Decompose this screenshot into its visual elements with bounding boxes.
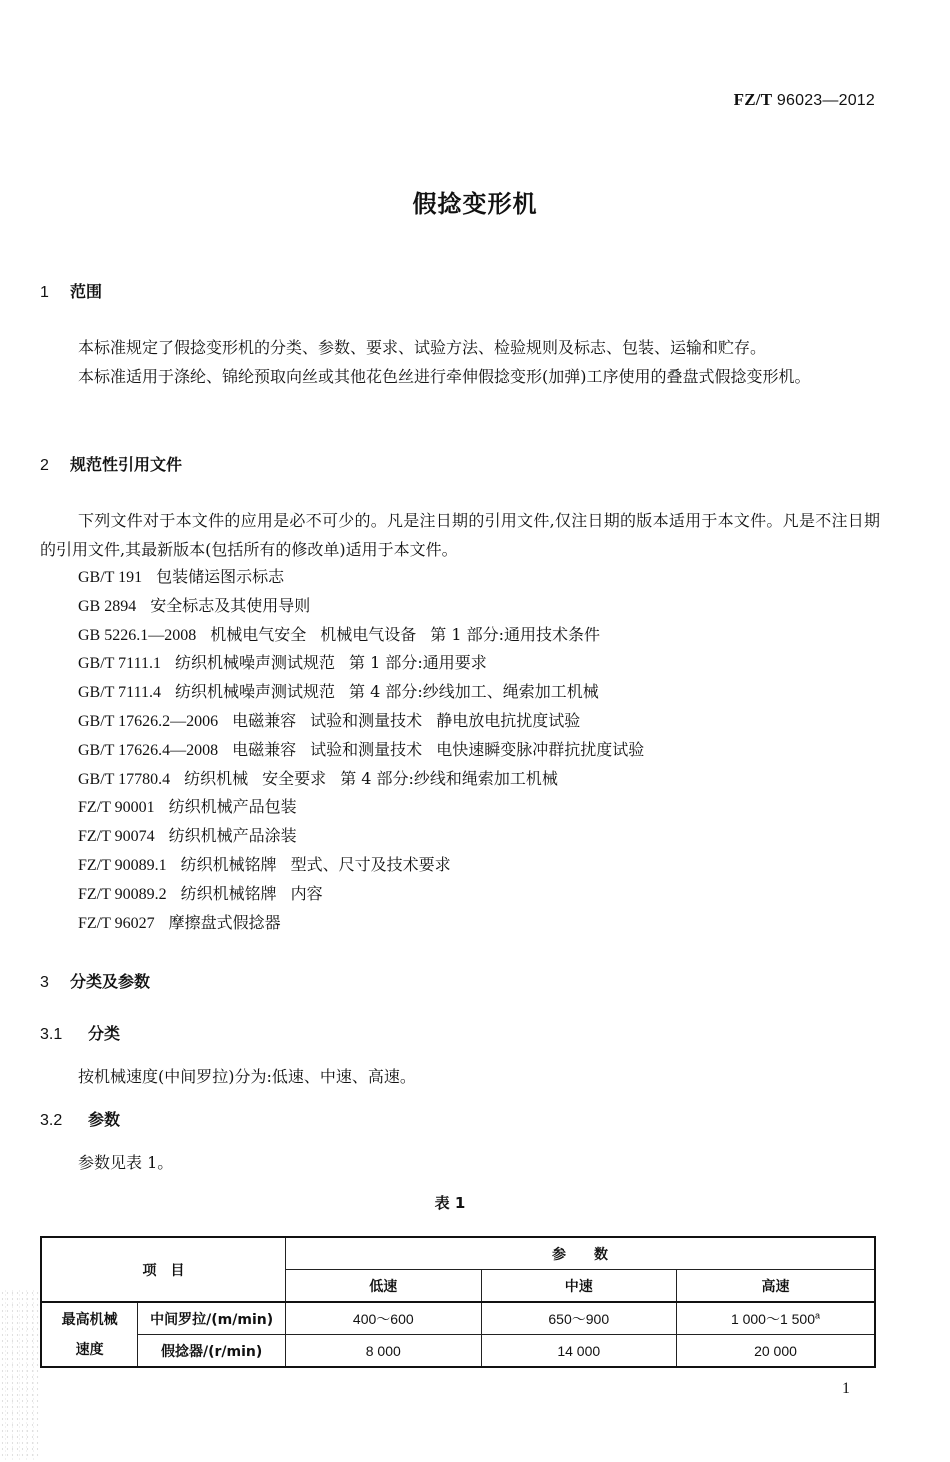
section-number: 3.2	[40, 1112, 63, 1129]
value-cell: 8 000	[286, 1335, 481, 1368]
row-group-label	[41, 1302, 138, 1367]
reference-title: 纺织机械产品涂装	[168, 826, 297, 846]
reference-part: 第 4 部分:纱线和绳索加工机械	[340, 768, 558, 788]
reference-title: 电磁兼容	[232, 739, 297, 759]
section-title: 分类	[88, 1024, 121, 1043]
section-2-intro: 下列文件对于本文件的应用是必不可少的。凡是注日期的引用文件,仅注日期的版本适用于本文件。凡是不注日期的引用文件,其最新版本(包括所有的修改单)适用于本文件。	[40, 511, 880, 559]
row-group-label-line1: 最高机械	[61, 1311, 118, 1328]
section-title: 参数	[88, 1110, 121, 1129]
reference-code: GB/T 17626.4—2008	[78, 741, 219, 759]
reference-part: 静电放电抗扰度试验	[436, 710, 581, 730]
section-1-heading	[40, 279, 102, 302]
document-title: 假捻变形机	[412, 190, 538, 218]
page-number: 1	[842, 1380, 850, 1397]
reference-code: GB/T 7111.4	[78, 684, 161, 702]
reference-code: GB/T 17780.4	[78, 770, 171, 788]
reference-subtitle: 型式、尺寸及技术要求	[290, 854, 451, 874]
reference-code: FZ/T 96027	[78, 914, 155, 932]
standard-prefix: FZ/T	[733, 90, 773, 109]
section-1-paragraph-2: 本标准适用于涤纶、锦纶预取向丝或其他花色丝进行牵伸假捻变形(加弹)工序使用的叠盘式假捻变形机。	[78, 367, 811, 386]
column-header-high-speed: 高速	[676, 1270, 875, 1303]
section-3-1-text: 按机械速度(中间罗拉)分为:低速、中速、高速。	[78, 1067, 416, 1086]
reference-part: 电快速瞬变脉冲群抗扰度试验	[436, 739, 645, 759]
reference-title: 机械电气安全	[210, 624, 307, 644]
reference-code: FZ/T 90089.2	[78, 885, 167, 903]
reference-subtitle: 内容	[290, 883, 323, 903]
reference-title: 纺织机械噪声测试规范	[174, 682, 335, 702]
column-header-medium-speed: 中速	[481, 1270, 676, 1303]
value-cell: 14 000	[481, 1335, 676, 1368]
section-3-2-heading	[40, 1107, 120, 1130]
reference-item	[78, 880, 644, 909]
column-header-low-speed: 低速	[286, 1270, 481, 1303]
reference-subtitle: 机械电气设备	[320, 624, 417, 644]
section-title: 规范性引用文件	[70, 455, 183, 474]
reference-title: 纺织机械铭牌	[180, 854, 277, 874]
value-cell: 650～900	[481, 1302, 676, 1335]
row-label: 中间罗拉/(m/min)	[138, 1302, 286, 1335]
section-title: 分类及参数	[70, 972, 151, 991]
normative-references-list	[78, 563, 644, 937]
header-item-cell: 项 目	[41, 1237, 286, 1302]
table-row	[41, 1302, 875, 1335]
reference-title: 包装储运图示标志	[156, 567, 285, 586]
section-3-1-heading	[40, 1021, 120, 1044]
table-header-row	[41, 1237, 875, 1270]
reference-code: GB/T 17626.2—2006	[78, 712, 219, 730]
reference-subtitle: 安全要求	[262, 768, 327, 788]
reference-item	[78, 563, 644, 592]
reference-item	[78, 765, 644, 794]
section-number: 2	[40, 457, 49, 474]
reference-title: 纺织机械噪声测试规范	[174, 653, 335, 673]
reference-code: GB 5226.1—2008	[78, 626, 197, 644]
reference-title: 纺织机械产品包装	[168, 797, 297, 817]
reference-code: FZ/T 90001	[78, 799, 155, 817]
reference-title: 电磁兼容	[232, 710, 297, 730]
reference-title: 摩擦盘式假捻器	[168, 912, 281, 932]
row-group-label-line2: 速度	[75, 1341, 104, 1358]
reference-code: FZ/T 90074	[78, 828, 155, 846]
value-cell: 400～600	[286, 1302, 481, 1335]
reference-title: 纺织机械铭牌	[180, 883, 277, 903]
section-3-2-text: 参数见表 1。	[78, 1153, 174, 1172]
section-title: 范围	[70, 282, 103, 301]
reference-item	[78, 736, 644, 765]
reference-item	[78, 822, 644, 851]
reference-subtitle: 第 4 部分:纱线加工、绳索加工机械	[348, 682, 599, 702]
section-1-paragraph-1: 本标准规定了假捻变形机的分类、参数、要求、试验方法、检验规则及标志、包装、运输和贮存。	[78, 338, 767, 357]
reference-item	[78, 678, 644, 707]
reference-item	[78, 649, 644, 678]
section-number: 3	[40, 974, 49, 991]
row-label: 假捻器/(r/min)	[138, 1335, 286, 1368]
reference-subtitle: 试验和测量技术	[310, 739, 423, 759]
table-row	[41, 1335, 875, 1368]
reference-item	[78, 909, 644, 938]
section-3-heading	[40, 969, 150, 992]
reference-item	[78, 707, 644, 736]
reference-code: GB/T 7111.1	[78, 655, 161, 673]
value-text: 1 000～1 500	[730, 1310, 816, 1327]
reference-title: 纺织机械	[184, 768, 249, 788]
parameters-table	[40, 1236, 876, 1368]
reference-title: 安全标志及其使用导则	[150, 595, 311, 615]
section-number: 1	[40, 284, 49, 301]
table-caption: 表 1	[434, 1194, 466, 1212]
reference-item	[78, 592, 644, 621]
reference-code: GB 2894	[78, 597, 137, 615]
value-cell-with-footnote	[676, 1302, 875, 1335]
section-number: 3.1	[40, 1026, 63, 1043]
reference-code: FZ/T 90089.1	[78, 856, 167, 874]
standard-number: 96023—2012	[776, 92, 875, 109]
standard-code	[734, 90, 875, 110]
reference-subtitle: 第 1 部分:通用要求	[348, 653, 487, 673]
value-cell: 20 000	[676, 1335, 875, 1368]
footnote-mark: a	[815, 1309, 821, 1320]
reference-item	[78, 851, 644, 880]
reference-part: 第 1 部分:通用技术条件	[430, 624, 601, 644]
reference-subtitle: 试验和测量技术	[310, 710, 423, 730]
header-params-cell: 参 数	[286, 1237, 875, 1270]
scan-noise-artifact	[0, 1290, 40, 1460]
reference-code: GB/T 191	[78, 569, 143, 586]
reference-item	[78, 793, 644, 822]
reference-item	[78, 621, 644, 650]
section-2-heading	[40, 452, 182, 475]
